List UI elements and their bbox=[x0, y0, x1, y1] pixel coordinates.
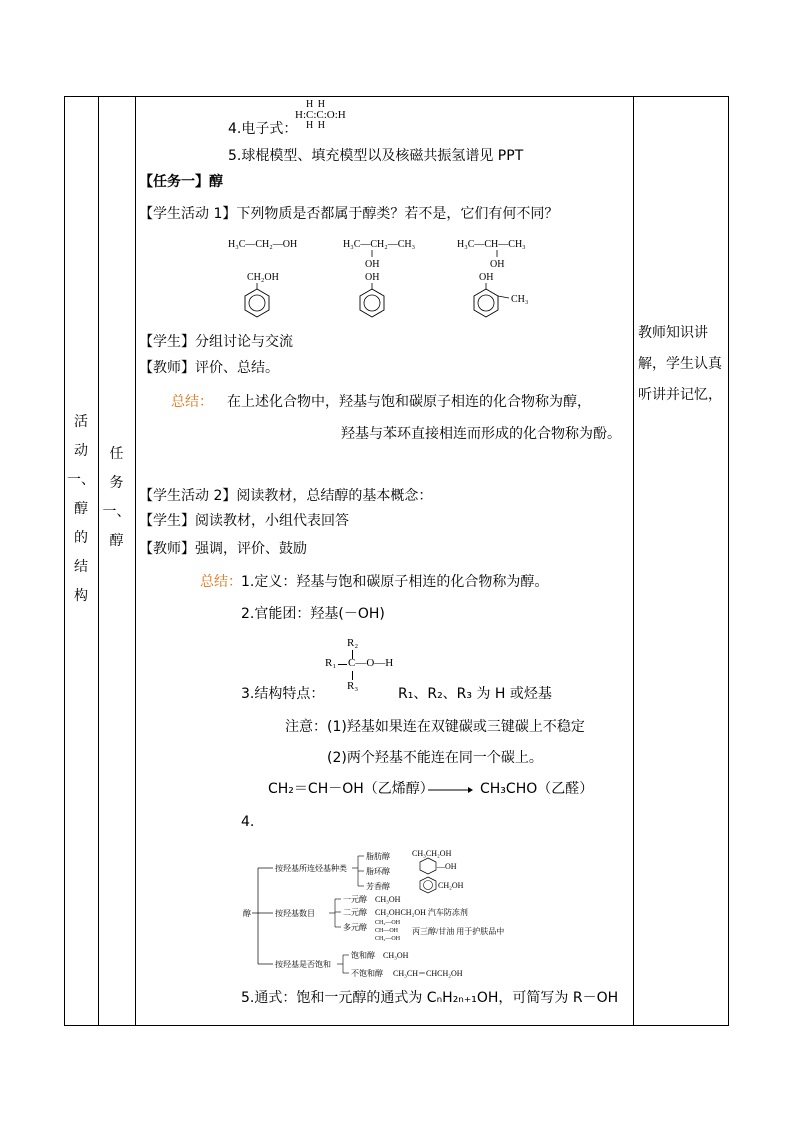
functional-group-line: 2.官能团：羟基(－OH) bbox=[241, 606, 385, 622]
class-b2-3-ex3: CH₂—OH bbox=[375, 936, 401, 942]
summary1-line2: 羟基与苯环直接相连而形成的化合物称为酚。 bbox=[341, 426, 621, 442]
struct-ethanol: H₃C—CH₂—OH bbox=[228, 239, 298, 250]
teacher2-line: 【教师】强调，评价、鼓励 bbox=[139, 541, 307, 557]
struct-propane-oh: OH bbox=[365, 259, 380, 270]
teacher-note: 教师知识讲解，学生认真听讲并记忆， bbox=[638, 325, 722, 403]
summary1-label: 总结： bbox=[171, 394, 213, 410]
class-b3-1-ex: CH₃OH bbox=[383, 951, 409, 960]
class-b1-2-ex: —OH bbox=[437, 862, 457, 871]
class-b1-1-ex: CH₃CH₂OH bbox=[412, 849, 452, 858]
class-b1-1: 脂肪醇 bbox=[366, 852, 390, 861]
definition-line: 1.定义：羟基与饱和碳原子相连的化合物称为醇。 bbox=[241, 574, 549, 590]
student1-line: 【学生】分组讨论与交流 bbox=[139, 334, 293, 350]
teacher1-line: 【教师】评价、总结。 bbox=[139, 360, 279, 376]
class-b3-2-ex: CH₃CH＝CHCH₂OH bbox=[393, 969, 463, 978]
note2: (2)两个羟基不能连在同一个碳上。 bbox=[327, 750, 543, 766]
class-b1-2: 脂环醇 bbox=[366, 867, 390, 876]
task1-heading: 【任务一】醇 bbox=[139, 174, 223, 190]
electron-formula: H:C:C:O:H bbox=[295, 109, 346, 121]
class-b1-3: 芳香醇 bbox=[366, 882, 390, 891]
struct-cresol-ch3: CH₃ bbox=[511, 294, 529, 305]
summary1-line1: 在上述化合物中，羟基与饱和碳原子相连的化合物称为醇， bbox=[227, 394, 591, 410]
reaction-arrow bbox=[428, 786, 473, 794]
electron-top-h: H H bbox=[306, 99, 326, 110]
class-b2-1: 一元醇 bbox=[343, 895, 367, 904]
equation-right: CH₃CHO（乙醛） bbox=[480, 781, 594, 797]
models-line: 5.球棍模型、填充模型以及核磁共振氢谱见 PPT bbox=[228, 148, 524, 164]
item4-label: 4. bbox=[241, 814, 255, 830]
benzene-small bbox=[420, 877, 436, 893]
classification-diagram bbox=[240, 844, 540, 982]
struct-isopropanol: H₃C—CH—CH₃ bbox=[457, 239, 526, 250]
activity1-line: 【学生活动 1】下列物质是否都属于醇类？若不是，它们有何不同？ bbox=[139, 206, 559, 222]
class-b2-3-ex1: CH₂—OH bbox=[375, 920, 401, 926]
struct-phenol-oh: OH bbox=[365, 272, 380, 283]
note1: 注意：(1)羟基如果连在双键碳或三键碳上不稳定 bbox=[285, 719, 585, 735]
electron-bottom-h: H H bbox=[306, 120, 326, 131]
struct-benzyl-sub: CH₂OH bbox=[247, 272, 279, 283]
class-b3-2: 不饱和醇 bbox=[351, 969, 383, 978]
class-b2-2-ex: CH₂OHCH₂OH 汽车防冻剂 bbox=[375, 908, 468, 917]
summary2-label: 总结： bbox=[200, 574, 242, 590]
struct-r1: R₁ bbox=[325, 657, 337, 669]
activity-column: 活 动 一、 醇 的 结 构 bbox=[67, 414, 95, 604]
class-b2: 按羟基数目 bbox=[275, 909, 315, 918]
class-b1-3-ex: CH₂OH bbox=[438, 881, 464, 890]
structures-figure bbox=[220, 232, 550, 327]
cyclohexane-ring bbox=[420, 858, 436, 874]
electron-label: 4.电子式： bbox=[228, 121, 298, 137]
struct-r3: R₃ bbox=[347, 680, 359, 692]
class-b2-3-note: 丙三醇/甘油 用于护肤品中 bbox=[412, 927, 505, 936]
class-b3-1: 饱和醇 bbox=[351, 951, 375, 960]
class-b2-3: 多元醇 bbox=[343, 923, 367, 932]
task-column: 任 务 一、 醇 bbox=[102, 446, 131, 549]
class-b2-3-ex2: CH—OH bbox=[375, 928, 399, 934]
class-root: 醇 bbox=[243, 909, 251, 918]
structure-label: 3.结构特点： bbox=[241, 686, 325, 702]
activity2-line: 【学生活动 2】阅读教材，总结醇的基本概念： bbox=[139, 488, 433, 504]
student2-line: 【学生】阅读教材，小组代表回答 bbox=[139, 513, 349, 529]
struct-propane: H₃C—CH₂—CH₃ bbox=[343, 239, 416, 250]
r-description: R₁、R₂、R₃ 为 H 或烃基 bbox=[398, 686, 552, 702]
struct-isopropanol-oh: OH bbox=[490, 259, 505, 270]
class-b2-2: 二元醇 bbox=[343, 908, 367, 917]
struct-cresol-oh: OH bbox=[479, 272, 494, 283]
struct-r2: R₂ bbox=[347, 637, 359, 649]
class-b1: 按羟基所连烃基种类 bbox=[275, 864, 347, 873]
class-b3: 按羟基是否饱和 bbox=[275, 960, 331, 969]
equation-left: CH₂＝CH－OH（乙烯醇） bbox=[268, 781, 434, 797]
general-formula-line: 5.通式：饱和一元醇的通式为 CₙH₂ₙ₊₁OH，可简写为 R－OH bbox=[241, 990, 619, 1006]
class-b2-1-ex: CH₃OH bbox=[375, 895, 401, 904]
struct-c-oh: C—O—H bbox=[348, 657, 394, 669]
